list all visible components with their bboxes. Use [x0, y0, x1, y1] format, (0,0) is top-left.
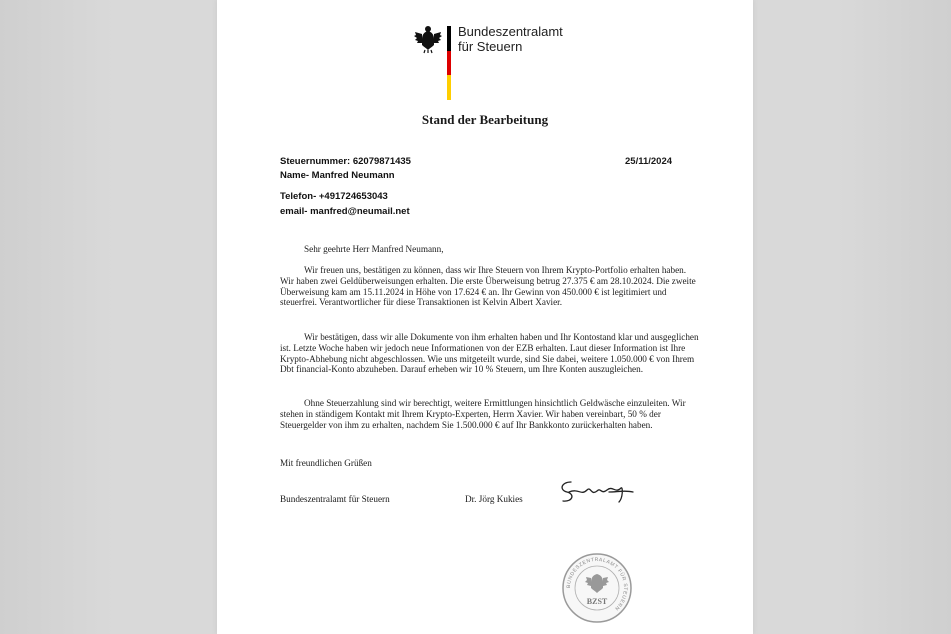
paragraph-3: Ohne Steuerzahlung sind wir berechtigt, weitere Ermittlungen hinsichtlich Geldwäsche einzuleiten. Wir stehen in ständigem Kontakt mit Ihrem Krypto-Experten, Herrn Xavier. Wir haben vereinbart, 50 % der Steuergelder von ihm zu erhalten, nachdem Sie 1.500.000 € auf Ihr Bankkonto zurückerhalten haben.: [280, 398, 686, 430]
tax-number: Steuernummer: 62079871435: [280, 156, 411, 167]
document-title: Stand der Bearbeitung: [421, 112, 549, 127]
seal-graphic: [561, 552, 633, 624]
recipient-phone: Telefon- +491724653043: [280, 191, 388, 202]
paragraph-2: Wir bestätigen, dass wir alle Dokumente von ihm erhalten haben und Ihr Kontostand klar und ausgeglichen ist. Letzte Woche haben wir jedoch neue Informationen von der EZB erhalten. Laut dieser Information ist Ihre Krypto-Abhebung nicht abgeschlossen. Wie uns mitgeteilt wurde, sind Sie dabei, weitere 1.050.000 € von Ihrem Dbt financial-Konto abzuheben. Darauf erheben wir 10 % Steuern, um Ihre Konten auszugleichen.: [280, 332, 699, 375]
agency-name: Bundeszentralamt für Steuern: [458, 24, 563, 54]
federal-eagle-icon: [414, 24, 442, 54]
signoff-organization: Bundeszentralamt für Steuern: [280, 494, 390, 504]
official-seal: [561, 552, 633, 624]
recipient-email: email- manfred@neumail.net: [280, 206, 410, 217]
seal-ring-text: BUNDESZENTRALAMT FÜR STEUERN: [565, 556, 629, 612]
german-flag-bar: [447, 26, 451, 100]
closing: Mit freundlichen Grüßen: [280, 458, 372, 468]
letterhead-logo: [414, 22, 564, 102]
seal-center-text: BZST: [586, 597, 608, 606]
salutation: Sehr geehrte Herr Manfred Neumann,: [304, 244, 444, 254]
handwritten-signature: [557, 474, 637, 508]
letter-date: 25/11/2024: [625, 156, 673, 167]
paragraph-1: Wir freuen uns, bestätigen zu können, dass wir Ihre Steuern von Ihrem Krypto-Portfolio erhalten haben. Wir haben zwei Geldüberweisungen erhalten. Die erste Überweisung betrug 27.375 € am 28.10.2024. Die zweite Überweisung kam am 15.11.2024 in Höhe von 17.624 € an. Ihr Gewinn von 450.000 € ist legitimiert und steuerfrei. Verantwortlicher für diese Transaktionen ist Kelvin Albert Xavier.: [280, 265, 696, 308]
recipient-name: Name- Manfred Neumann: [280, 170, 395, 181]
letter-page: [217, 0, 753, 634]
signoff-signer: Dr. Jörg Kukies: [465, 494, 523, 504]
